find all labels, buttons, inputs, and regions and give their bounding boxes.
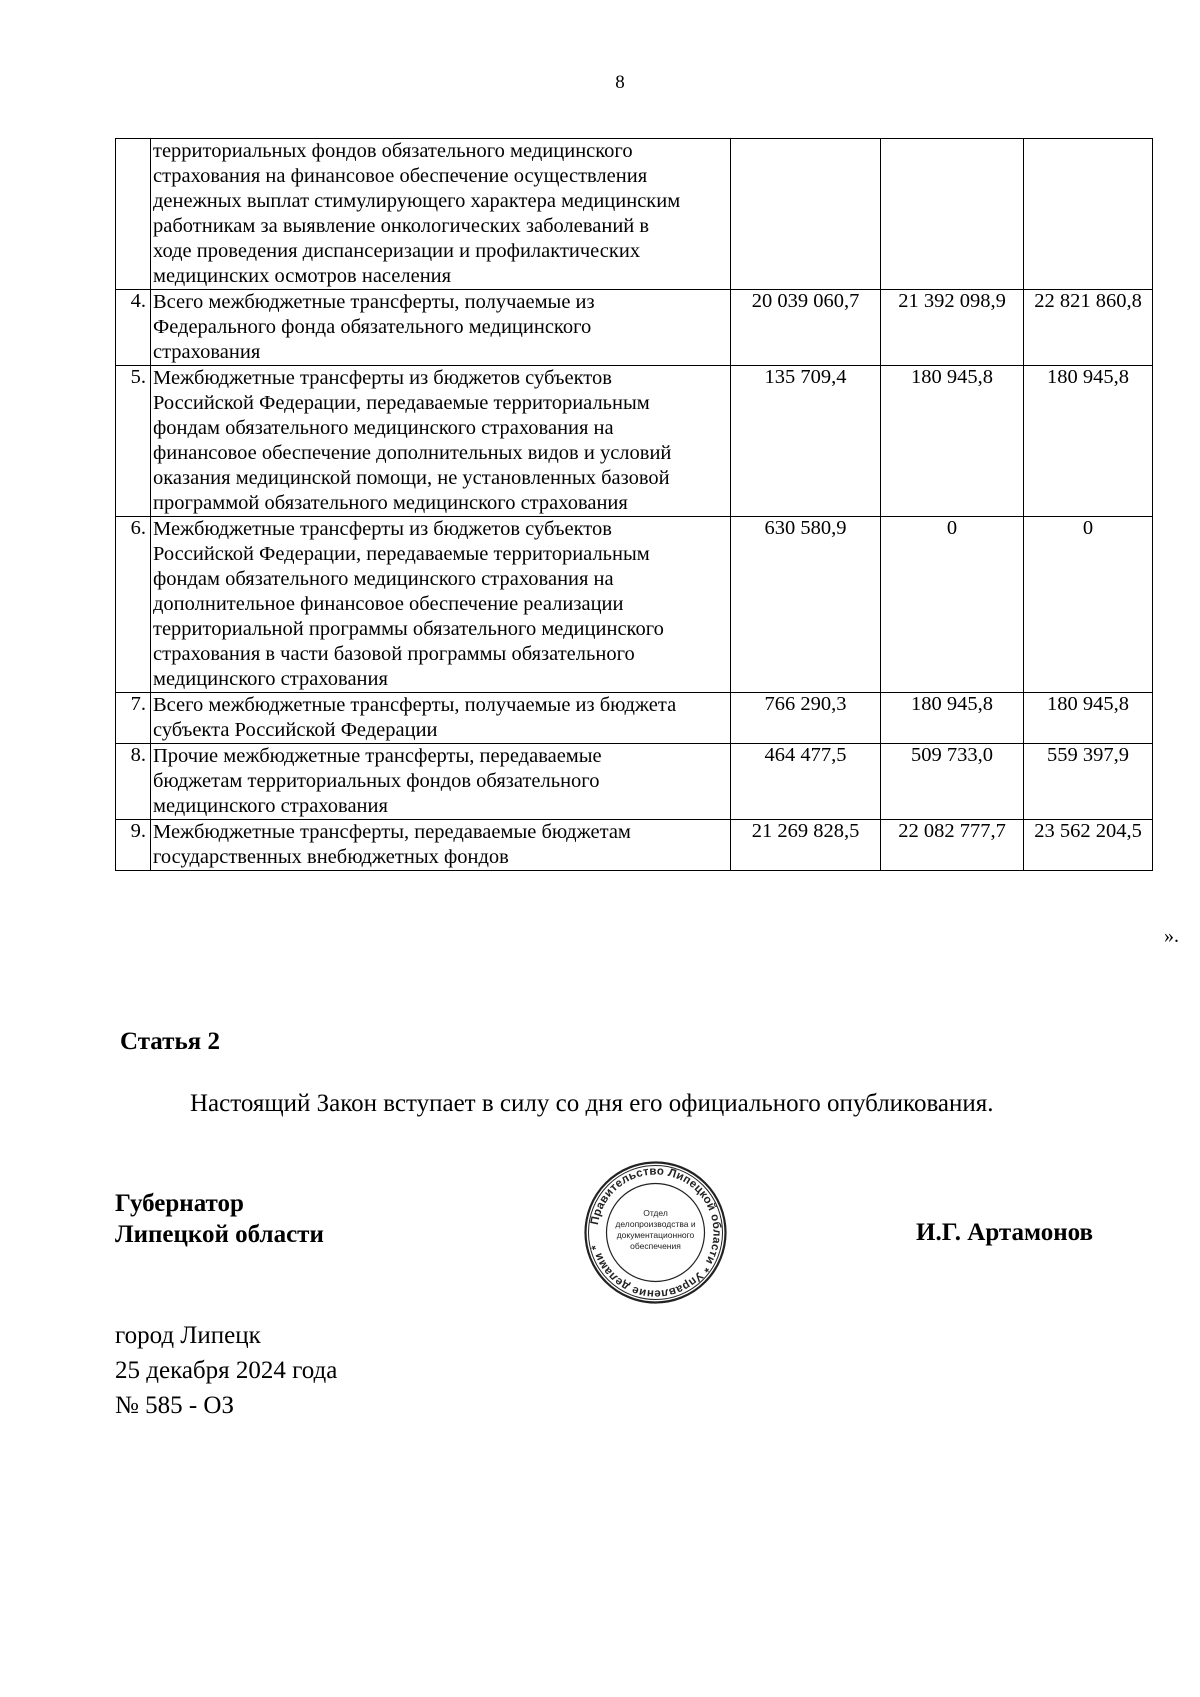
- description-line: страхования в части базовой программы обязательного: [153, 643, 635, 665]
- description-line: государственных внебюджетных фондов: [153, 846, 509, 868]
- row-value-1: 630 580,9: [731, 517, 881, 693]
- seal-inner-line-2: делопроизводства и: [615, 1219, 696, 1229]
- description-line: фондам обязательного медицинского страхования на: [153, 417, 614, 439]
- row-number: 7.: [116, 693, 151, 744]
- row-description: [151, 744, 731, 820]
- row-value-2: 180 945,8: [881, 366, 1024, 517]
- description-line: финансовое обеспечение дополнительных видов и условий: [153, 442, 672, 464]
- description-line: ходе проведения диспансеризации и профилактических: [153, 240, 641, 262]
- row-value-2: 0: [881, 517, 1024, 693]
- row-value-1: 464 477,5: [731, 744, 881, 820]
- row-value-1: 21 269 828,5: [731, 820, 881, 871]
- row-value-2: 22 082 777,7: [881, 820, 1024, 871]
- description-line: Российской Федерации, передаваемые территориальным: [153, 543, 650, 565]
- description-line: программой обязательного медицинского страхования: [153, 492, 628, 514]
- signer-title: [115, 1188, 324, 1250]
- row-number: 6.: [116, 517, 151, 693]
- row-value-2: [881, 139, 1024, 290]
- signer-name: И.Г. Артамонов: [916, 1219, 1093, 1246]
- signer-title-line1: Губернатор: [115, 1190, 244, 1217]
- description-line: медицинских осмотров населения: [153, 265, 452, 287]
- description-line: Российской Федерации, передаваемые территориальным: [153, 392, 650, 414]
- description-line: страхования: [153, 341, 261, 363]
- row-description: [151, 366, 731, 517]
- row-value-2: 509 733,0: [881, 744, 1024, 820]
- description-line: субъекта Российской Федерации: [153, 719, 438, 741]
- article-text: Настоящий Закон вступает в силу со дня его официального опубликования.: [190, 1090, 994, 1117]
- row-value-3: 23 562 204,5: [1024, 820, 1153, 871]
- description-line: фондам обязательного медицинского страхования на: [153, 568, 614, 590]
- closing-quote: ».: [1164, 925, 1179, 947]
- row-number: 5.: [116, 366, 151, 517]
- description-line: Прочие межбюджетные трансферты, передаваемые: [153, 745, 602, 767]
- table-row: [116, 139, 1153, 290]
- table-row: [116, 820, 1153, 871]
- description-line: медицинского страхования: [153, 668, 388, 690]
- description-line: медицинского страхования: [153, 795, 388, 817]
- row-description: [151, 290, 731, 366]
- table-row: [116, 290, 1153, 366]
- date: 25 декабря 2024 года: [115, 1357, 338, 1384]
- seal-inner-line-4: обеспечения: [630, 1241, 681, 1251]
- city: город Липецк: [115, 1322, 261, 1349]
- seal-inner-line-1: Отдел: [643, 1208, 668, 1218]
- row-number: 9.: [116, 820, 151, 871]
- row-description: [151, 517, 731, 693]
- row-value-2: 180 945,8: [881, 693, 1024, 744]
- description-line: территориальных фондов обязательного медицинского: [153, 140, 633, 162]
- description-line: дополнительное финансовое обеспечение реализации: [153, 593, 624, 615]
- law-number: № 585 - ОЗ: [115, 1392, 235, 1419]
- row-description: [151, 139, 731, 290]
- description-line: Всего межбюджетные трансферты, получаемые из: [153, 291, 595, 313]
- description-line: Всего межбюджетные трансферты, получаемые из бюджета: [153, 694, 677, 716]
- article-heading: Статья 2: [120, 1028, 220, 1055]
- table-row: [116, 366, 1153, 517]
- row-value-1: 766 290,3: [731, 693, 881, 744]
- description-line: страхования на финансовое обеспечение осуществления: [153, 165, 648, 187]
- seal-outer-text: Правительство Липецкой области * Управление делами *: [588, 1165, 723, 1300]
- description-line: территориальной программы обязательного медицинского: [153, 618, 664, 640]
- table-body: [116, 139, 1153, 871]
- row-number: 8.: [116, 744, 151, 820]
- row-value-1: 20 039 060,7: [731, 290, 881, 366]
- row-value-3: 180 945,8: [1024, 693, 1153, 744]
- row-value-3: 22 821 860,8: [1024, 290, 1153, 366]
- description-line: оказания медицинской помощи, не установленных базовой: [153, 467, 670, 489]
- row-value-1: 135 709,4: [731, 366, 881, 517]
- row-description: [151, 820, 731, 871]
- official-seal-icon: [583, 1160, 728, 1305]
- row-number: [116, 139, 151, 290]
- row-value-2: 21 392 098,9: [881, 290, 1024, 366]
- table-row: [116, 517, 1153, 693]
- table-row: [116, 744, 1153, 820]
- row-value-3: 0: [1024, 517, 1153, 693]
- place-date-block: [115, 1318, 337, 1423]
- signer-title-line2: Липецкой области: [115, 1221, 324, 1248]
- description-line: Межбюджетные трансферты из бюджетов субъектов: [153, 518, 612, 540]
- row-value-3: 180 945,8: [1024, 366, 1153, 517]
- row-description: [151, 693, 731, 744]
- seal-inner-line-3: документационного: [616, 1230, 695, 1240]
- page-number: 8: [615, 72, 625, 93]
- row-value-3: [1024, 139, 1153, 290]
- row-number: 4.: [116, 290, 151, 366]
- description-line: денежных выплат стимулирующего характера медицинским: [153, 190, 681, 212]
- description-line: бюджетам территориальных фондов обязательного: [153, 770, 600, 792]
- row-value-3: 559 397,9: [1024, 744, 1153, 820]
- description-line: Федерального фонда обязательного медицинского: [153, 316, 592, 338]
- description-line: работникам за выявление онкологических заболеваний в: [153, 215, 650, 237]
- budget-table: [115, 138, 1153, 871]
- description-line: Межбюджетные трансферты, передаваемые бюджетам: [153, 821, 631, 843]
- row-value-1: [731, 139, 881, 290]
- description-line: Межбюджетные трансферты из бюджетов субъектов: [153, 367, 612, 389]
- table-row: [116, 693, 1153, 744]
